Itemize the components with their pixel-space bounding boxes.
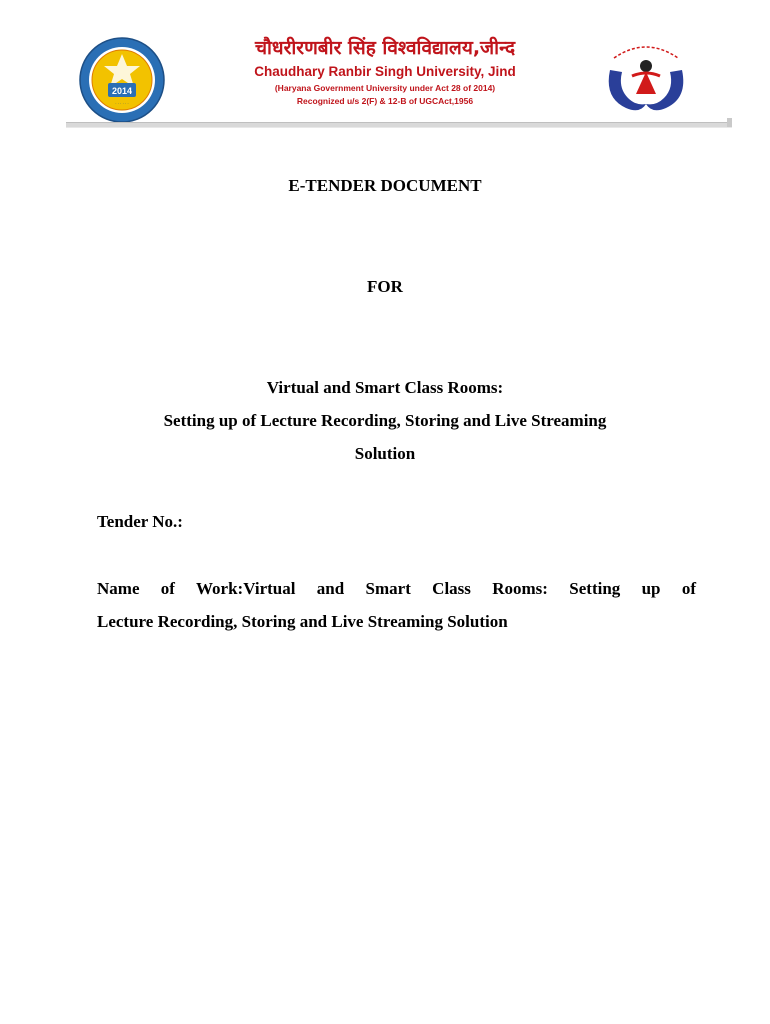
header-divider [66,122,732,128]
document-title: E-TENDER DOCUMENT [288,176,482,195]
subject-line-1: Virtual and Smart Class Rooms: [266,378,504,397]
for-label: FOR [367,277,403,296]
name-of-work-line-2: Lecture Recording, Storing and Live Streaming Solution [97,612,508,631]
subject-line-2: Setting up of Lecture Recording, Storing and Live Streaming [163,411,607,430]
tender-number-label: Tender No.: [97,512,183,531]
header-divider-end [727,118,732,127]
seal-year: 2014 [111,86,133,96]
university-recognition-line: Recognized u/s 2(F) & 12-B of UGCAct,1956 [296,96,474,106]
university-name-english: Chaudhary Ranbir Singh University, Jind [254,64,516,79]
svg-text:· · · · · ·: · · · · · · [115,101,129,106]
university-act-line: (Haryana Government University under Act 28 of 2014) [274,83,496,93]
name-of-work-line-1: Name of Work:Virtual and Smart Class Rooms: Setting up of [97,579,696,598]
university-seal-icon [78,36,166,124]
beti-bachao-logo-icon [596,40,696,118]
subject-line-3: Solution [354,444,416,463]
university-name-hindi: चौधरीरणबीर सिंह विश्वविद्यालय,जीन्द [254,37,516,59]
